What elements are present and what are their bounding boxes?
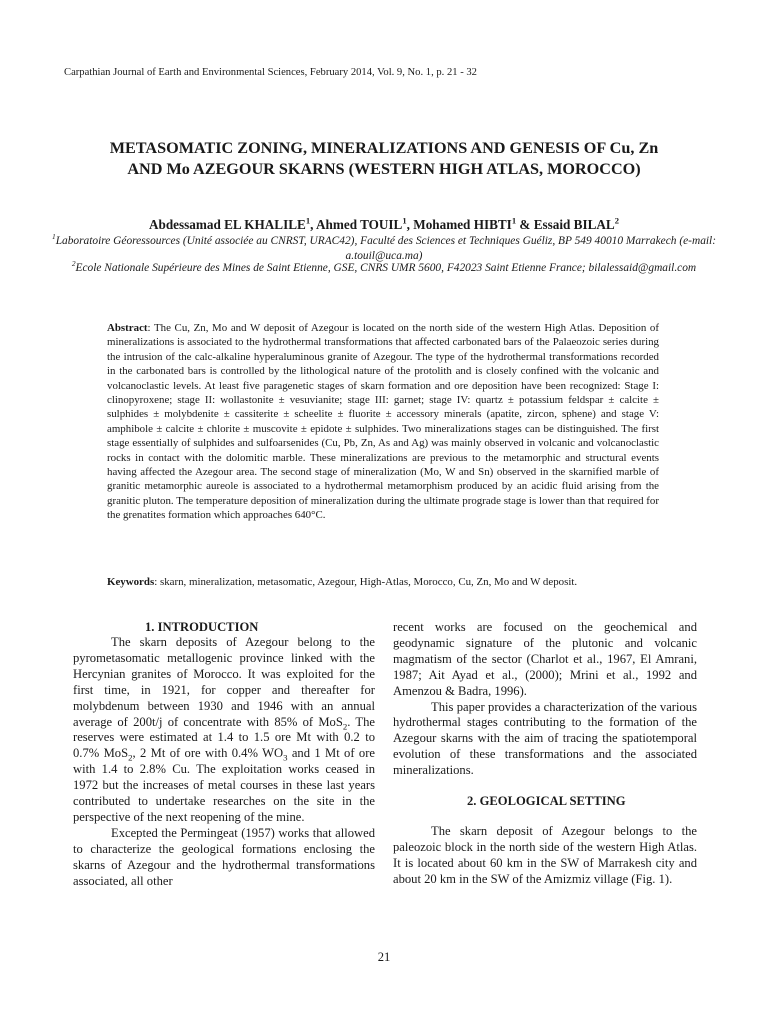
affiliation-2-mark: 2: [71, 259, 76, 269]
keywords-label: Keywords: [107, 576, 155, 588]
left-column: [73, 619, 375, 890]
intro-p1-part-b: . The reserves were estimated at 1.4 to 1.5 ore Mt with 0.2 to 0.7% MoS: [73, 714, 375, 761]
author-separator: ,: [310, 217, 316, 232]
affiliation-1-text: Laboratoire Géoressources (Unité associée au CNRST, URAC42), Faculté des Sciences et Techniques Guéliz, BP 549 40010 Marrakech (e-mail: a.touil@uca.ma): [55, 235, 717, 262]
page-number: 21: [377, 950, 391, 964]
intro-paragraph-3: This paper provides a characterization of the various hydrothermal stages contributing to the formation of the Azegour skarns with the aim of tracing the spatiotemporal evolution of these transformations and the associated mineralizations.: [393, 699, 697, 778]
author-2-affiliation-mark: 1: [402, 215, 407, 226]
author-separator: &: [516, 217, 534, 232]
intro-paragraph-2: Excepted the Permingeat (1957) works that allowed to characterize the geological formations enclosing the skarns of Azegour and the hydrothermal transformations associated, all other: [73, 825, 375, 888]
subscript-2: 2: [128, 752, 133, 763]
title-line-1: METASOMATIC ZONING, MINERALIZATIONS AND GENESIS OF Cu, Zn: [109, 139, 659, 157]
author-3-affiliation-mark: 1: [511, 215, 517, 226]
section-heading-introduction: 1. INTRODUCTION: [145, 620, 259, 634]
intro-paragraph-1: [73, 635, 375, 826]
keywords: [107, 575, 667, 589]
affiliation-2: [40, 261, 728, 276]
intro-paragraph-2-continued: recent works are focused on the geochemical and geodynamic signature of the plutonic and volcanic magmatism of the sector (Charlot et al., 1967, El Amrani, 1987; Ait Ayad et al., (2000); Mrini et al., 1992 and Amenzou & Badra, 1996).: [393, 620, 697, 698]
author-3: Mohamed HIBTI: [413, 217, 512, 232]
abstract: [107, 321, 659, 523]
author-list: [40, 216, 728, 233]
subscript-2: 2: [342, 721, 348, 732]
affiliation-1-mark: 1: [51, 232, 56, 242]
abstract-label: Abstract: [107, 322, 148, 334]
paper-title: [48, 138, 720, 180]
author-2: Ahmed TOUIL: [316, 217, 403, 232]
right-column: [393, 620, 697, 888]
author-4-affiliation-mark: 2: [614, 215, 619, 226]
affiliation-2-text: Ecole Nationale Supérieure des Mines de Saint Etienne, GSE, CNRS UMR 5600, F42023 Saint Etienne France; bilalessaid@gmail.com: [75, 262, 697, 274]
author-1-affiliation-mark: 1: [305, 215, 311, 226]
intro-p1-part-a: The skarn deposits of Azegour belong to the pyrometasomatic metallogenic province linked with the Hercynian granites of Morocco. It was exploited for the first time, in 1921, for copper and thereafter for molybdenum between 1930 and 1946 with an annual average of 200t/j of concentrate with 85% of MoS: [73, 635, 375, 729]
keywords-text: : skarn, mineralization, metasomatic, Azegour, High-Atlas, Morocco, Cu, Zn, Mo and W deposit.: [154, 576, 578, 588]
intro-p1-part-d: and 1 Mt of ore with 1.4 to 2.8% Cu. The exploitation works ceased in 1972 but the increases of metal courses in these last years contributed to undertake researches on the site in the perspective of the next reopening of the mine.: [73, 746, 375, 824]
subscript-3: 3: [283, 752, 288, 763]
title-line-2: AND Mo AZEGOUR SKARNS (WESTERN HIGH ATLAS, MOROCCO): [127, 160, 641, 178]
author-separator: ,: [406, 217, 414, 232]
abstract-text: : The Cu, Zn, Mo and W deposit of Azegour is located on the north side of the western High Atlas. Deposition of mineralizations is associated to the hydrothermal transformations that affected carbonated bars of the Palaeozoic series during the intrusion of the calc-alkaline hyperaluminous granite of Azegour. The type of the hydrothermal transformations recorded in the carbonated bars is controlled by the lithological nature of the protolith and is closely confined with the volcanic and volcanoclastic levels. At least five paragenetic stages of skarn formation and ore deposition have been recognized: Stage I: clinopyroxene; stage II: wollastonite ± vesuvianite; stage III: garnet; stage IV: quartz ± potassium feldspar ± calcite ± sulphides ± molybdenite ± cassiterite ± scheelite ± fluorite ± accessory minerals (apatite, zircon, sphene) and stage V: amphibole ± calcite ± chlorite ± muscovite ± epidote ± sulphides. Two mineralizations stages can be distinguished. The first stage essentially of sulphides and sulfoarsenides (Cu, Pb, Zn, As and Ag) was mainly observed in volcanic and volcanoclastic rocks in contact with the dolomitic marble. These mineralizations are previous to the metamorphic and structural events having affected the Azegour area. The second stage of mineralization (Mo, W and Sn) observed in the skarnified marble of granitic metamorphic aureole is associated to a hydrothermal metamorphism produced by an acidic fluid arising from the granitic pluton. The temperature deposition of mineralization during the ultimate prograde stage is lower than that required for the grenatites formation which approaches 640°C.: [107, 322, 659, 522]
geology-paragraph-1: The skarn deposit of Azegour belongs to the paleozoic block in the north side of the western High Atlas. It is located about 60 km in the SW of Marrakesh city and about 20 km in the SW of the Amizmiz village (Fig. 1).: [393, 824, 697, 886]
intro-p1-part-c: , 2 Mt of ore with 0.4% WO: [132, 746, 284, 761]
author-1: Abdessamad EL KHALILE: [148, 217, 306, 232]
journal-citation: Carpathian Journal of Earth and Environmental Sciences, February 2014, Vol. 9, No. 1, p. 21 - 32: [64, 67, 477, 78]
author-4: Essaid BILAL: [533, 217, 615, 232]
affiliation-1: [40, 234, 728, 264]
section-heading-geological-setting: 2. GEOLOGICAL SETTING: [467, 794, 626, 809]
